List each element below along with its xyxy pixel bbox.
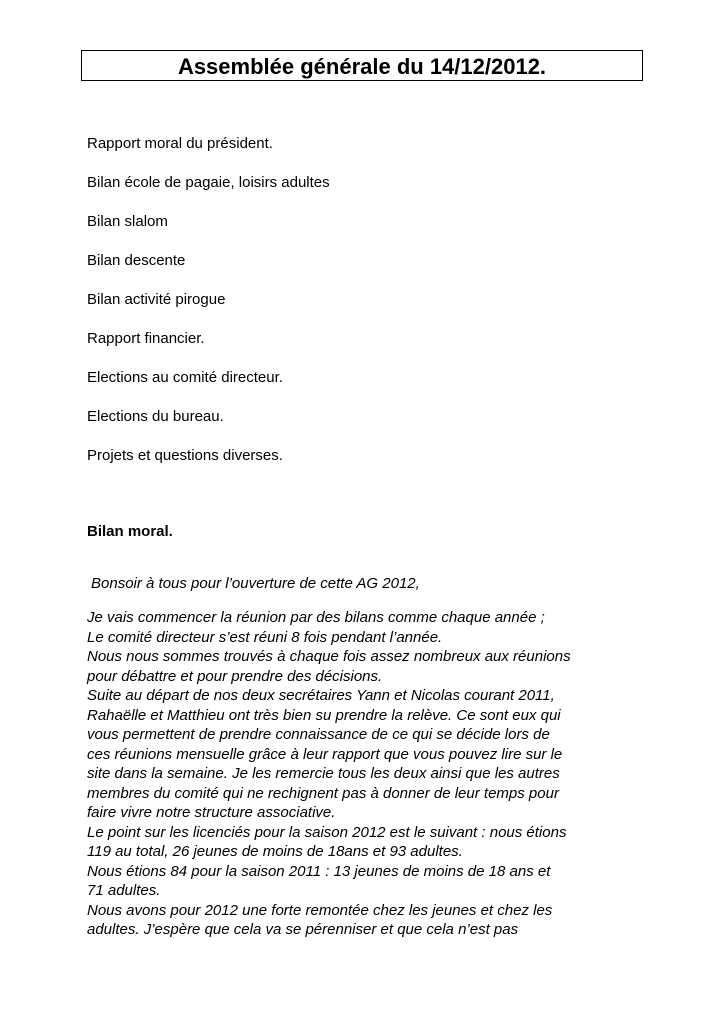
body-line: site dans la semaine. Je les remercie tous les deux ainsi que les autres	[87, 765, 560, 782]
body-line: Nous nous sommes trouvés à chaque fois assez nombreux aux réunions	[87, 648, 571, 665]
agenda-item: Bilan école de pagaie, loisirs adultes	[87, 174, 330, 191]
agenda-item: Elections au comité directeur.	[87, 369, 283, 386]
body-line: membres du comité qui ne rechignent pas à donner de leur temps pour	[87, 784, 559, 802]
section-heading-bilan-moral: Bilan moral.	[87, 523, 173, 540]
body-line: pour débattre et pour prendre des décisions.	[87, 667, 383, 685]
body-line: Suite au départ de nos deux secrétaires Yann et Nicolas courant 2011,	[87, 687, 555, 704]
document-title: Assemblée générale du 14/12/2012.	[81, 50, 643, 81]
body-line: 119 au total, 26 jeunes de moins de 18ans et 93 adultes.	[87, 843, 463, 860]
body-line: Nous étions 84 pour la saison 2011 : 13 jeunes de moins de 18 ans et	[87, 862, 551, 880]
agenda-list	[87, 135, 330, 486]
agenda-item: Projets et questions diverses.	[87, 447, 283, 464]
agenda-item: Bilan descente	[87, 252, 186, 269]
agenda-item: Bilan activité pirogue	[87, 291, 226, 308]
greeting-line: Bonsoir à tous pour l’ouverture de cette AG 2012,	[91, 575, 420, 592]
agenda-item: Elections du bureau.	[87, 408, 224, 425]
body-line: Le point sur les licenciés pour la saison 2012 est le suivant : nous étions	[87, 823, 567, 841]
body-line: vous permettent de prendre connaissance de ce qui se décide lors de	[87, 726, 550, 743]
agenda-item: Rapport moral du président.	[87, 135, 273, 152]
body-line: Je vais commencer la réunion par des bilans comme chaque année ;	[87, 609, 545, 626]
agenda-item: Bilan slalom	[87, 213, 168, 230]
report-body	[87, 608, 571, 940]
agenda-item: Rapport financier.	[87, 330, 205, 347]
body-line: Le comité directeur s’est réuni 8 fois pendant l’année.	[87, 628, 443, 646]
body-line: faire vivre notre structure associative.	[87, 804, 336, 821]
body-line: Rahaëlle et Matthieu ont très bien su prendre la relève. Ce sont eux qui	[87, 706, 561, 724]
body-line: Nous avons pour 2012 une forte remontée chez les jeunes et chez les	[87, 901, 553, 919]
body-line: 71 adultes.	[87, 882, 161, 899]
body-line: ces réunions mensuelle grâce à leur rapport que vous pouvez lire sur le	[87, 745, 563, 763]
body-line: adultes. J’espère que cela va se pérenniser et que cela n’est pas	[87, 921, 519, 938]
